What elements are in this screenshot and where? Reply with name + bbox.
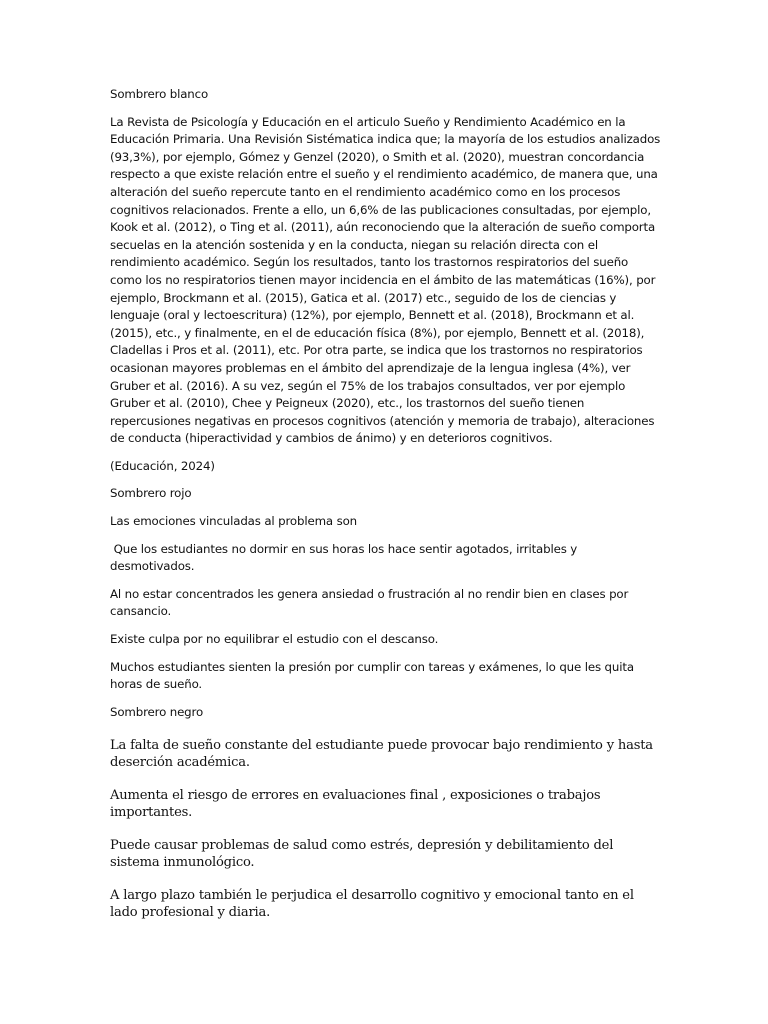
black-hat-point-3: Puede causar problemas de salud como estrés, depresión y debilitamiento del sistema inmunológico. bbox=[110, 838, 614, 871]
white-hat-heading: Sombrero blanco bbox=[110, 87, 209, 101]
black-hat-point-4: A largo plazo también le perjudica el desarrollo cognitivo y emocional tanto en el lado profesional y diaria. bbox=[110, 888, 634, 921]
white-hat-citation: (Educación, 2024) bbox=[110, 458, 215, 473]
red-hat-point-2: Al no estar concentrados les genera ansiedad o frustración al no rendir bien en clases por cansancio. bbox=[110, 586, 629, 619]
red-hat-point-3: Existe culpa por no equilibrar el estudio con el descanso. bbox=[110, 632, 439, 647]
document-page bbox=[110, 86, 662, 937]
black-hat-point-2: Aumenta el riesgo de errores en evaluaciones final , exposiciones o trabajos importantes. bbox=[110, 788, 601, 821]
red-hat-intro: Las emociones vinculadas al problema son bbox=[110, 514, 357, 529]
red-hat-point-1: Que los estudiantes no dormir en sus horas los hace sentir agotados, irritables y desmotivados. bbox=[110, 541, 581, 574]
black-hat-heading: Sombrero negro bbox=[110, 704, 204, 719]
white-hat-body: La Revista de Psicología y Educación en el articulo Sueño y Rendimiento Académico en la Educación Primaria. Una Revisión Sistématica indica que; la mayoría de los estudios analizados (93,3%), por ejemplo, Gómez y Genzel (2020), o Smith et al. (2020), muestran concordancia respecto a que existe relación entre el sueño y el rendimiento académico, de manera que, una alteración del sueño repercute tanto en el rendimiento académico como en los procesos cognitivos relacionados. Frente a ello, un 6,6% de las publicaciones consultadas, por ejemplo, Kook et al. (2012), o Ting et al. (2011), aún reconociendo que la alteración de sueño comporta secuelas en la atención sostenida y en la conducta, niegan su relación directa con el rendimiento académico. Según los resultados, tanto los trastornos respiratorios del sueño como los no respiratorios tienen mayor incidencia en el ámbito de las matemáticas (16%), por ejemplo, Brockmann et al. (2015), Gatica et al. (2017) etc., seguido de los de ciencias y lenguaje (oral y lectoescritura) (12%), por ejemplo, Bennett et al. (2018), Brockmann et al. (2015), etc., y finalmente, en el de educación física (8%), por ejemplo, Bennett et al. (2018), Cladellas i Pros et al. (2011), etc. Por otra parte, se indica que los trastornos no respiratorios ocasionan mayores problemas en el ámbito del aprendizaje de la lengua inglesa (4%), ver Gruber et al. (2016). A su vez, según el 75% de los trabajos consultados, ver por ejemplo Gruber et al. (2010), Chee y Peigneux (2020), etc., los trastornos del sueño tienen repercusiones negativas en procesos cognitivos (atención y memoria de trabajo), alteraciones de conducta (hiperactividad y cambios de ánimo) y en deterioros cognitivos. bbox=[110, 114, 661, 446]
red-hat-heading: Sombrero rojo bbox=[110, 486, 192, 501]
black-hat-point-1: La falta de sueño constante del estudiante puede provocar bajo rendimiento y hasta deserción académica. bbox=[110, 738, 653, 771]
red-hat-point-4: Muchos estudiantes sienten la presión por cumplir con tareas y exámenes, lo que les quita horas de sueño. bbox=[110, 659, 634, 692]
